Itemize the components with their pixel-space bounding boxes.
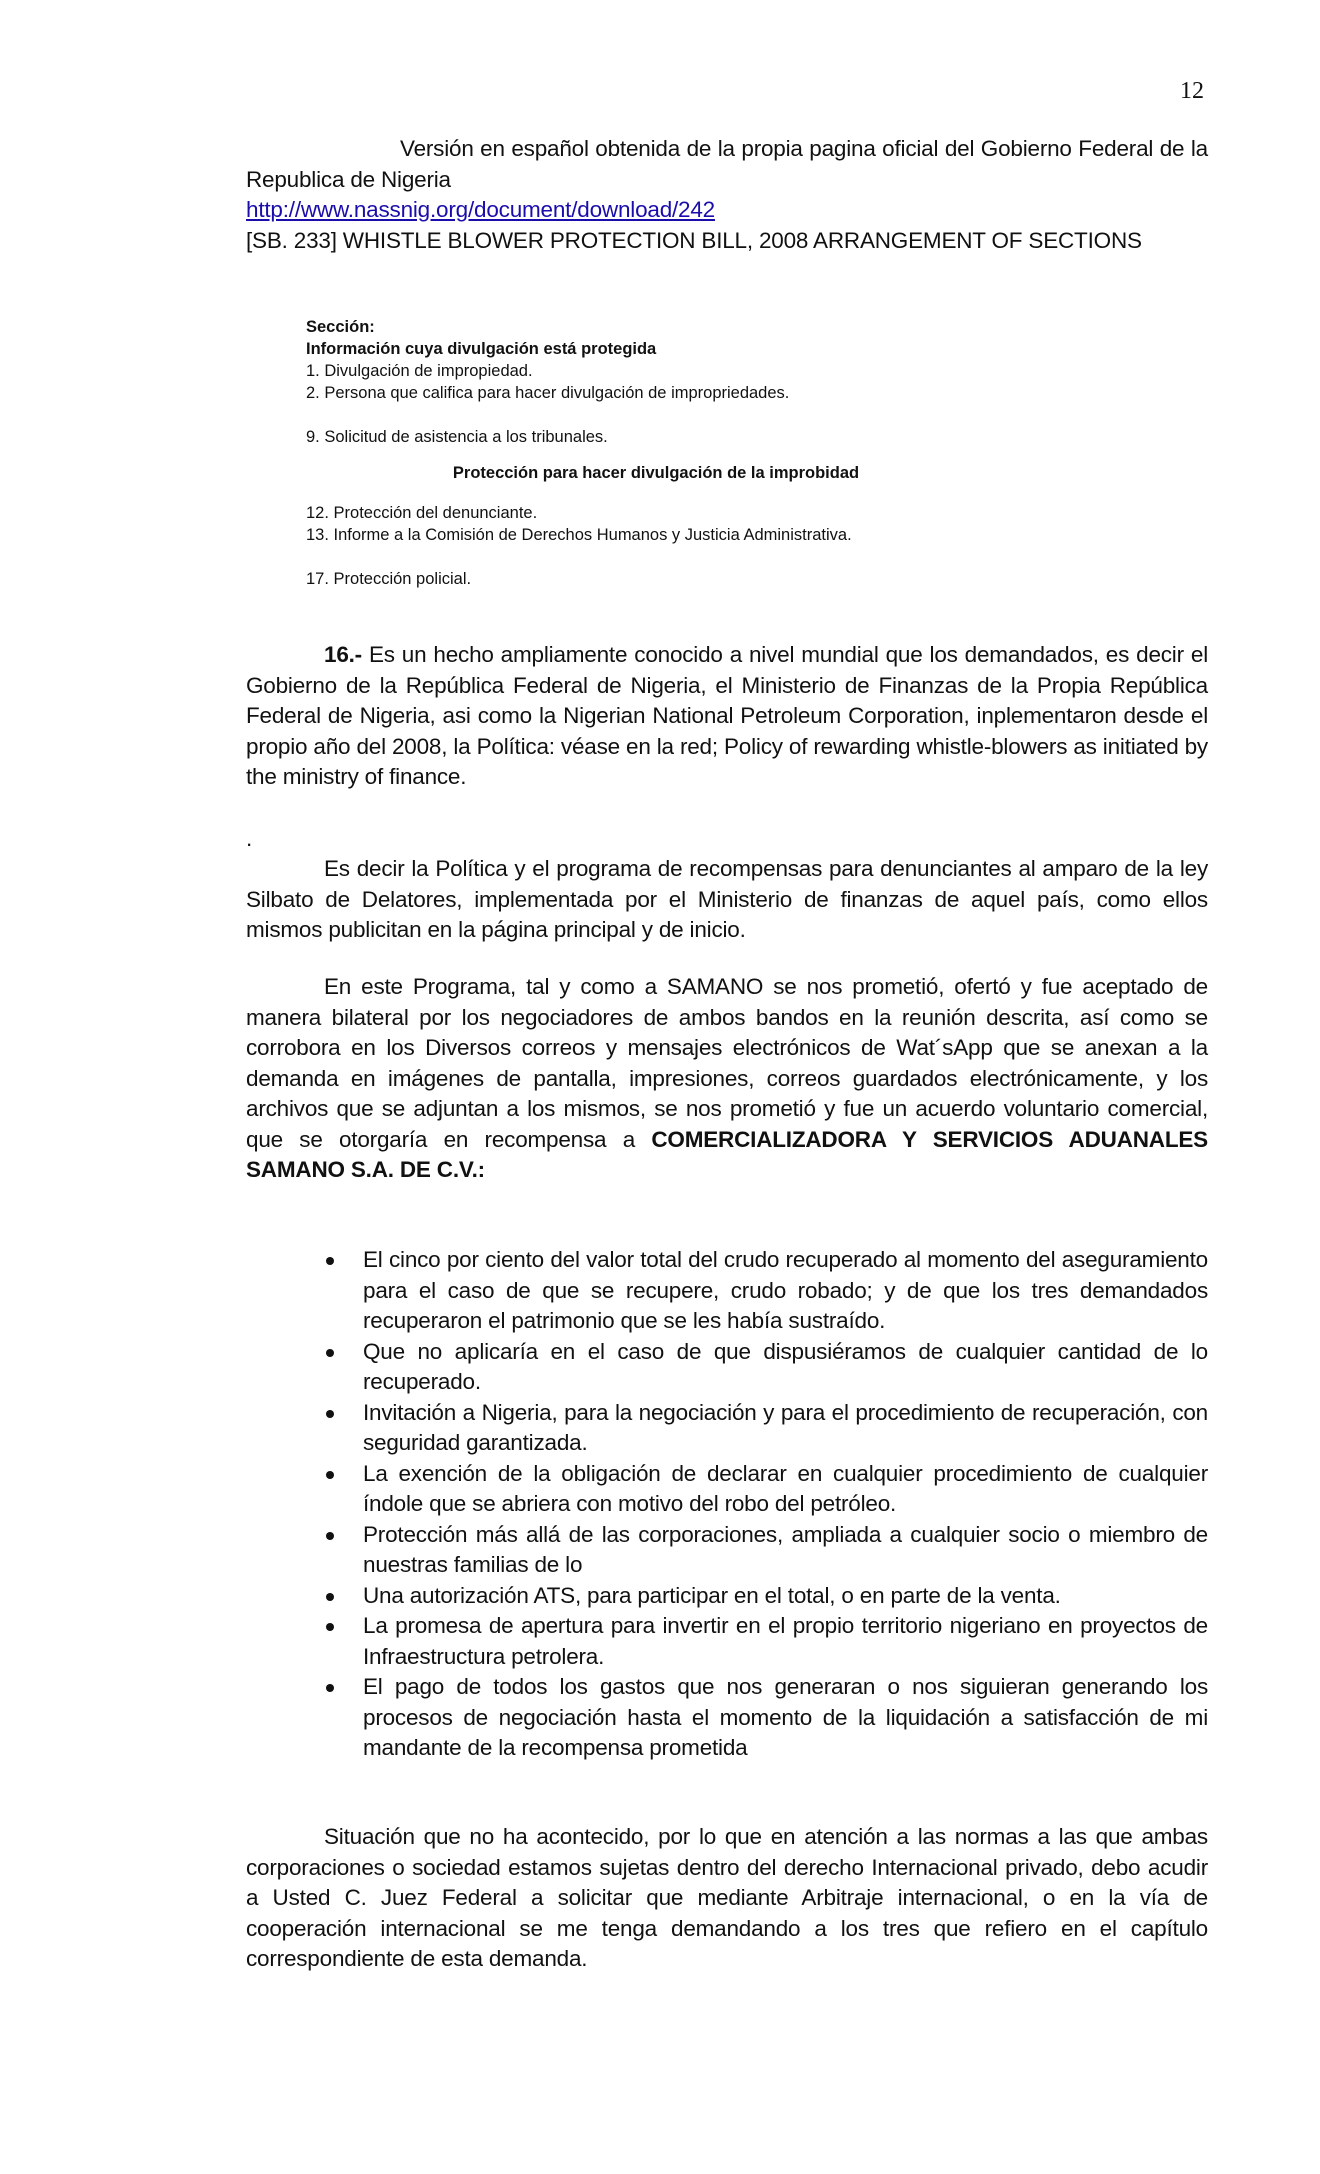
list-item: Que no aplicaría en el caso de que dispusiéramos de cualquier cantidad de lo recuperado. [318, 1337, 1208, 1398]
list-item: La promesa de apertura para invertir en el propio territorio nigeriano en proyectos de Infraestructura petrolera. [318, 1611, 1208, 1672]
paragraph-16 [246, 640, 1208, 793]
toc-item: 1. Divulgación de impropiedad. [306, 362, 533, 380]
list-item: Una autorización ATS, para participar en el total, o en parte de la venta. [318, 1581, 1208, 1612]
bullet-icon [326, 1257, 334, 1265]
bullet-icon [326, 1349, 334, 1357]
toc-heading-protection: Protección para hacer divulgación de la improbidad [452, 464, 860, 482]
list-item: Protección más allá de las corporaciones, ampliada a cualquier socio o miembro de nuestras familias de lo [318, 1520, 1208, 1581]
toc-item: 12. Protección del denunciante. [306, 504, 538, 522]
bullet-icon [326, 1593, 334, 1601]
toc-item: 2. Persona que califica para hacer divulgación de impropriedades. [306, 384, 790, 402]
stray-dot: . [246, 826, 253, 851]
source-link[interactable]: http://www.nassnig.org/document/download/242 [246, 197, 715, 222]
bullet-icon [326, 1684, 334, 1692]
toc-item: 9. Solicitud de asistencia a los tribunales. [306, 428, 608, 446]
toc-heading-protected-info: Información cuya divulgación está protegida [306, 340, 657, 358]
paragraph-programa-text: En este Programa, tal y como a SAMANO se nos prometió, ofertó y fue aceptado de manera bilateral por los negociadores de ambos bandos en la reunión descrita, así como se corrobora en los Diversos correos y mensajes electrónicos de Wat´sApp que se anexan a la demanda en imágenes de pantalla, impresiones, correos guardados electrónicamente, y los archivos que se adjuntan a los mismos, se nos prometió y fue un acuerdo voluntario comercial, que se otorgaría en recompensa a [246, 974, 1208, 1152]
bullet-icon [326, 1623, 334, 1631]
paragraph-programa [246, 972, 1208, 1186]
page-number: 12 [1180, 78, 1204, 104]
paragraph-situacion: Situación que no ha acontecido, por lo que en atención a las normas a las que ambas corporaciones o sociedad estamos sujetas dentro del derecho Internacional privado, debo acudir a Usted C. Juez Federal a solicitar que mediante Arbitraje internacional, o en la vía de cooperación internacional se me tenga demandando a los tres que refiero en el capítulo correspondiente de esta demanda. [246, 1824, 1208, 1971]
company-name: COMERCIALIZADORA Y SERVICIOS ADUANALES SAMANO S.A. DE C.V.: [246, 1126, 1208, 1182]
bullet-icon [326, 1471, 334, 1479]
toc-section-label: Sección: [306, 318, 375, 336]
toc-item: 17. Protección policial. [306, 570, 472, 588]
bill-title: [SB. 233] WHISTLE BLOWER PROTECTION BILL, 2008 ARRANGEMENT OF SECTIONS [246, 227, 1142, 253]
list-item: El pago de todos los gastos que nos generaran o nos siguieran generando los procesos de negociación hasta el momento de la liquidación a satisfacción de mi mandante de la recompensa prometida [318, 1672, 1208, 1764]
paragraph-politica: Es decir la Política y el programa de recompensas para denunciantes al amparo de la ley Silbato de Delatores, implementada por el Ministerio de finanzas de aquel país, como ellos mismos publicitan en la página principal y de inicio. [246, 856, 1208, 942]
table-of-sections [306, 316, 1006, 590]
intro-block [246, 134, 1208, 256]
bullet-icon [326, 1410, 334, 1418]
list-item: El cinco por ciento del valor total del crudo recuperado al momento del aseguramiento para el caso de que se recupere, crudo robado; y de que los tres demandados recuperaron el patrimonio que se les había sustraído. [318, 1245, 1208, 1337]
paragraph-16-text: Es un hecho ampliamente conocido a nivel mundial que los demandados, es decir el Gobierno de la República Federal de Nigeria, el Ministerio de Finanzas de la Propia República Federal de Nigeria, asi como la Nigerian National Petroleum Corporation, inplementaron desde el propio año del 2008, la Política: véase en la red; Policy of rewarding whistle-blowers as initiated by the ministry of finance. [246, 642, 1208, 789]
list-item: La exención de la obligación de declarar en cualquier procedimiento de cualquier índole que se abriera con motivo del robo del petróleo. [318, 1459, 1208, 1520]
paragraph-number: 16.- [324, 642, 362, 667]
bullet-icon [326, 1532, 334, 1540]
intro-source-text: Versión en español obtenida de la propia pagina oficial del Gobierno Federal de la Republica de Nigeria [246, 136, 1208, 192]
toc-item: 13. Informe a la Comisión de Derechos Humanos y Justicia Administrativa. [306, 526, 852, 544]
list-item: Invitación a Nigeria, para la negociación y para el procedimiento de recuperación, con seguridad garantizada. [318, 1398, 1208, 1459]
promises-list [318, 1245, 1208, 1764]
